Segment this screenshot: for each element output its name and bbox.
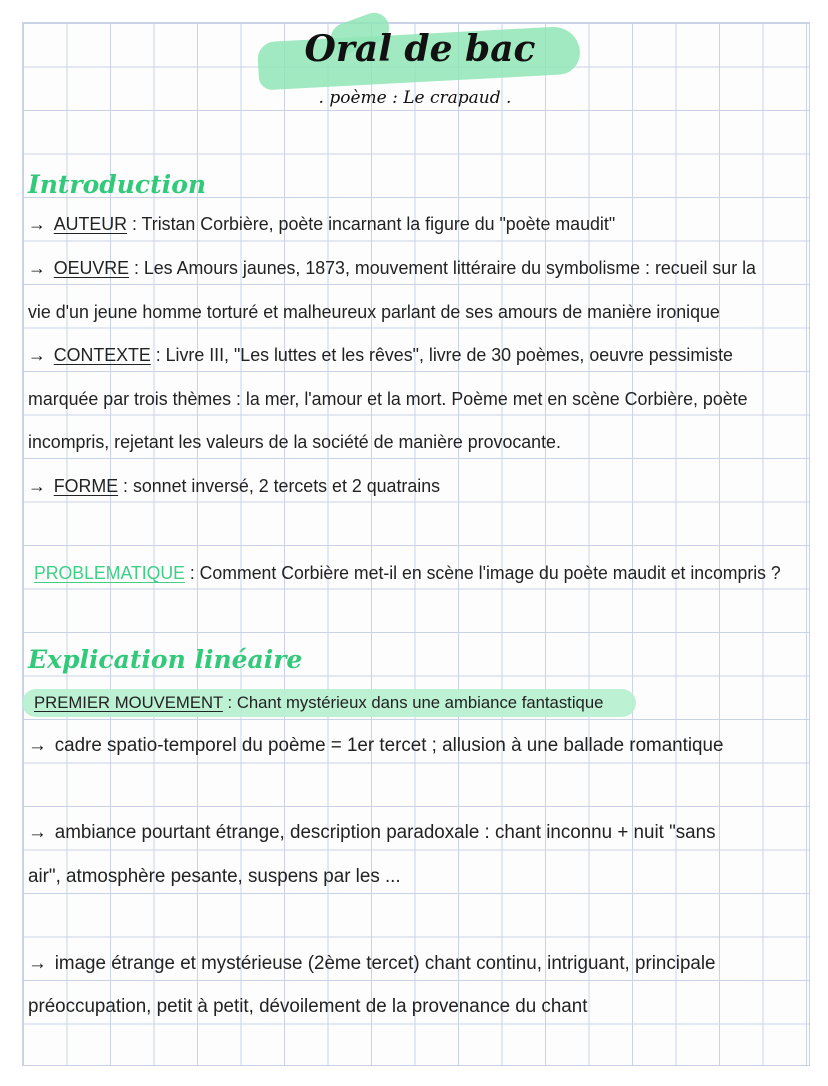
point-3-line-2: préoccupation, petit à petit, dévoilement de la provenance du chant: [28, 996, 588, 1017]
point-1-text: cadre spatio-temporel du poème = 1er tercet ; allusion à une ballade romantique: [54, 735, 724, 756]
auteur-label: AUTEUR: [53, 214, 128, 234]
contexte-line-3: incompris, rejetant les valeurs de la société de manière provocante.: [28, 432, 561, 452]
arrow-icon: →: [28, 735, 47, 756]
oeuvre-line-2: vie d'un jeune homme torturé et malheureux parlant de ses amours de manière ironique: [28, 302, 720, 322]
arrow-icon: →: [28, 822, 47, 843]
arrow-icon: →: [28, 476, 46, 496]
forme-label: FORME: [53, 476, 119, 496]
point-2-text: ambiance pourtant étrange, description paradoxale : chant inconnu + nuit "sans: [54, 822, 716, 843]
problematique-label: PROBLEMATIQUE: [34, 563, 185, 583]
contexte-line-2: marquée par trois thèmes : la mer, l'amour et la mort. Poème met en scène Corbière, poète: [28, 389, 748, 409]
problematique-line: [34, 563, 790, 584]
page-title: Oral de bac: [304, 28, 536, 70]
point-2-line-2: air", atmosphère pesante, suspens par les ...: [28, 866, 401, 887]
oeuvre-text: : Les Amours jaunes, 1873, mouvement littéraire du symbolisme : recueil sur la: [129, 258, 756, 278]
explication-heading: Explication linéaire: [28, 645, 303, 674]
mouvement-text: : Chant mystérieux dans une ambiance fantastique: [222, 693, 604, 712]
point-3-line: [28, 953, 790, 975]
arrow-icon: →: [28, 345, 46, 365]
oeuvre-label: OEUVRE: [53, 258, 130, 278]
page-subtitle: . poème : Le crapaud .: [318, 88, 512, 108]
contexte-label: CONTEXTE: [53, 345, 151, 365]
auteur-text: : Tristan Corbière, poète incarnant la figure du "poète maudit": [127, 214, 616, 234]
problematique-text: : Comment Corbière met-il en scène l'image du poète maudit et incompris ?: [184, 563, 781, 583]
point-1-line: [28, 735, 790, 757]
auteur-line: [28, 214, 790, 235]
contexte-line: [28, 345, 790, 366]
oeuvre-line: [28, 258, 790, 279]
forme-text: : sonnet inversé, 2 tercets et 2 quatrains: [118, 476, 441, 496]
arrow-icon: →: [28, 258, 46, 278]
mouvement-label: PREMIER MOUVEMENT: [34, 693, 223, 712]
introduction-heading: Introduction: [28, 170, 207, 199]
point-2-line: [28, 822, 790, 844]
arrow-icon: →: [28, 214, 46, 234]
forme-line: [28, 476, 790, 497]
mouvement-line: [34, 693, 790, 713]
contexte-text: : Livre III, "Les luttes et les rêves", livre de 30 poèmes, oeuvre pessimiste: [150, 345, 733, 365]
point-3-text: image étrange et mystérieuse (2ème tercet) chant continu, intriguant, principale: [54, 953, 716, 974]
arrow-icon: →: [28, 953, 47, 974]
